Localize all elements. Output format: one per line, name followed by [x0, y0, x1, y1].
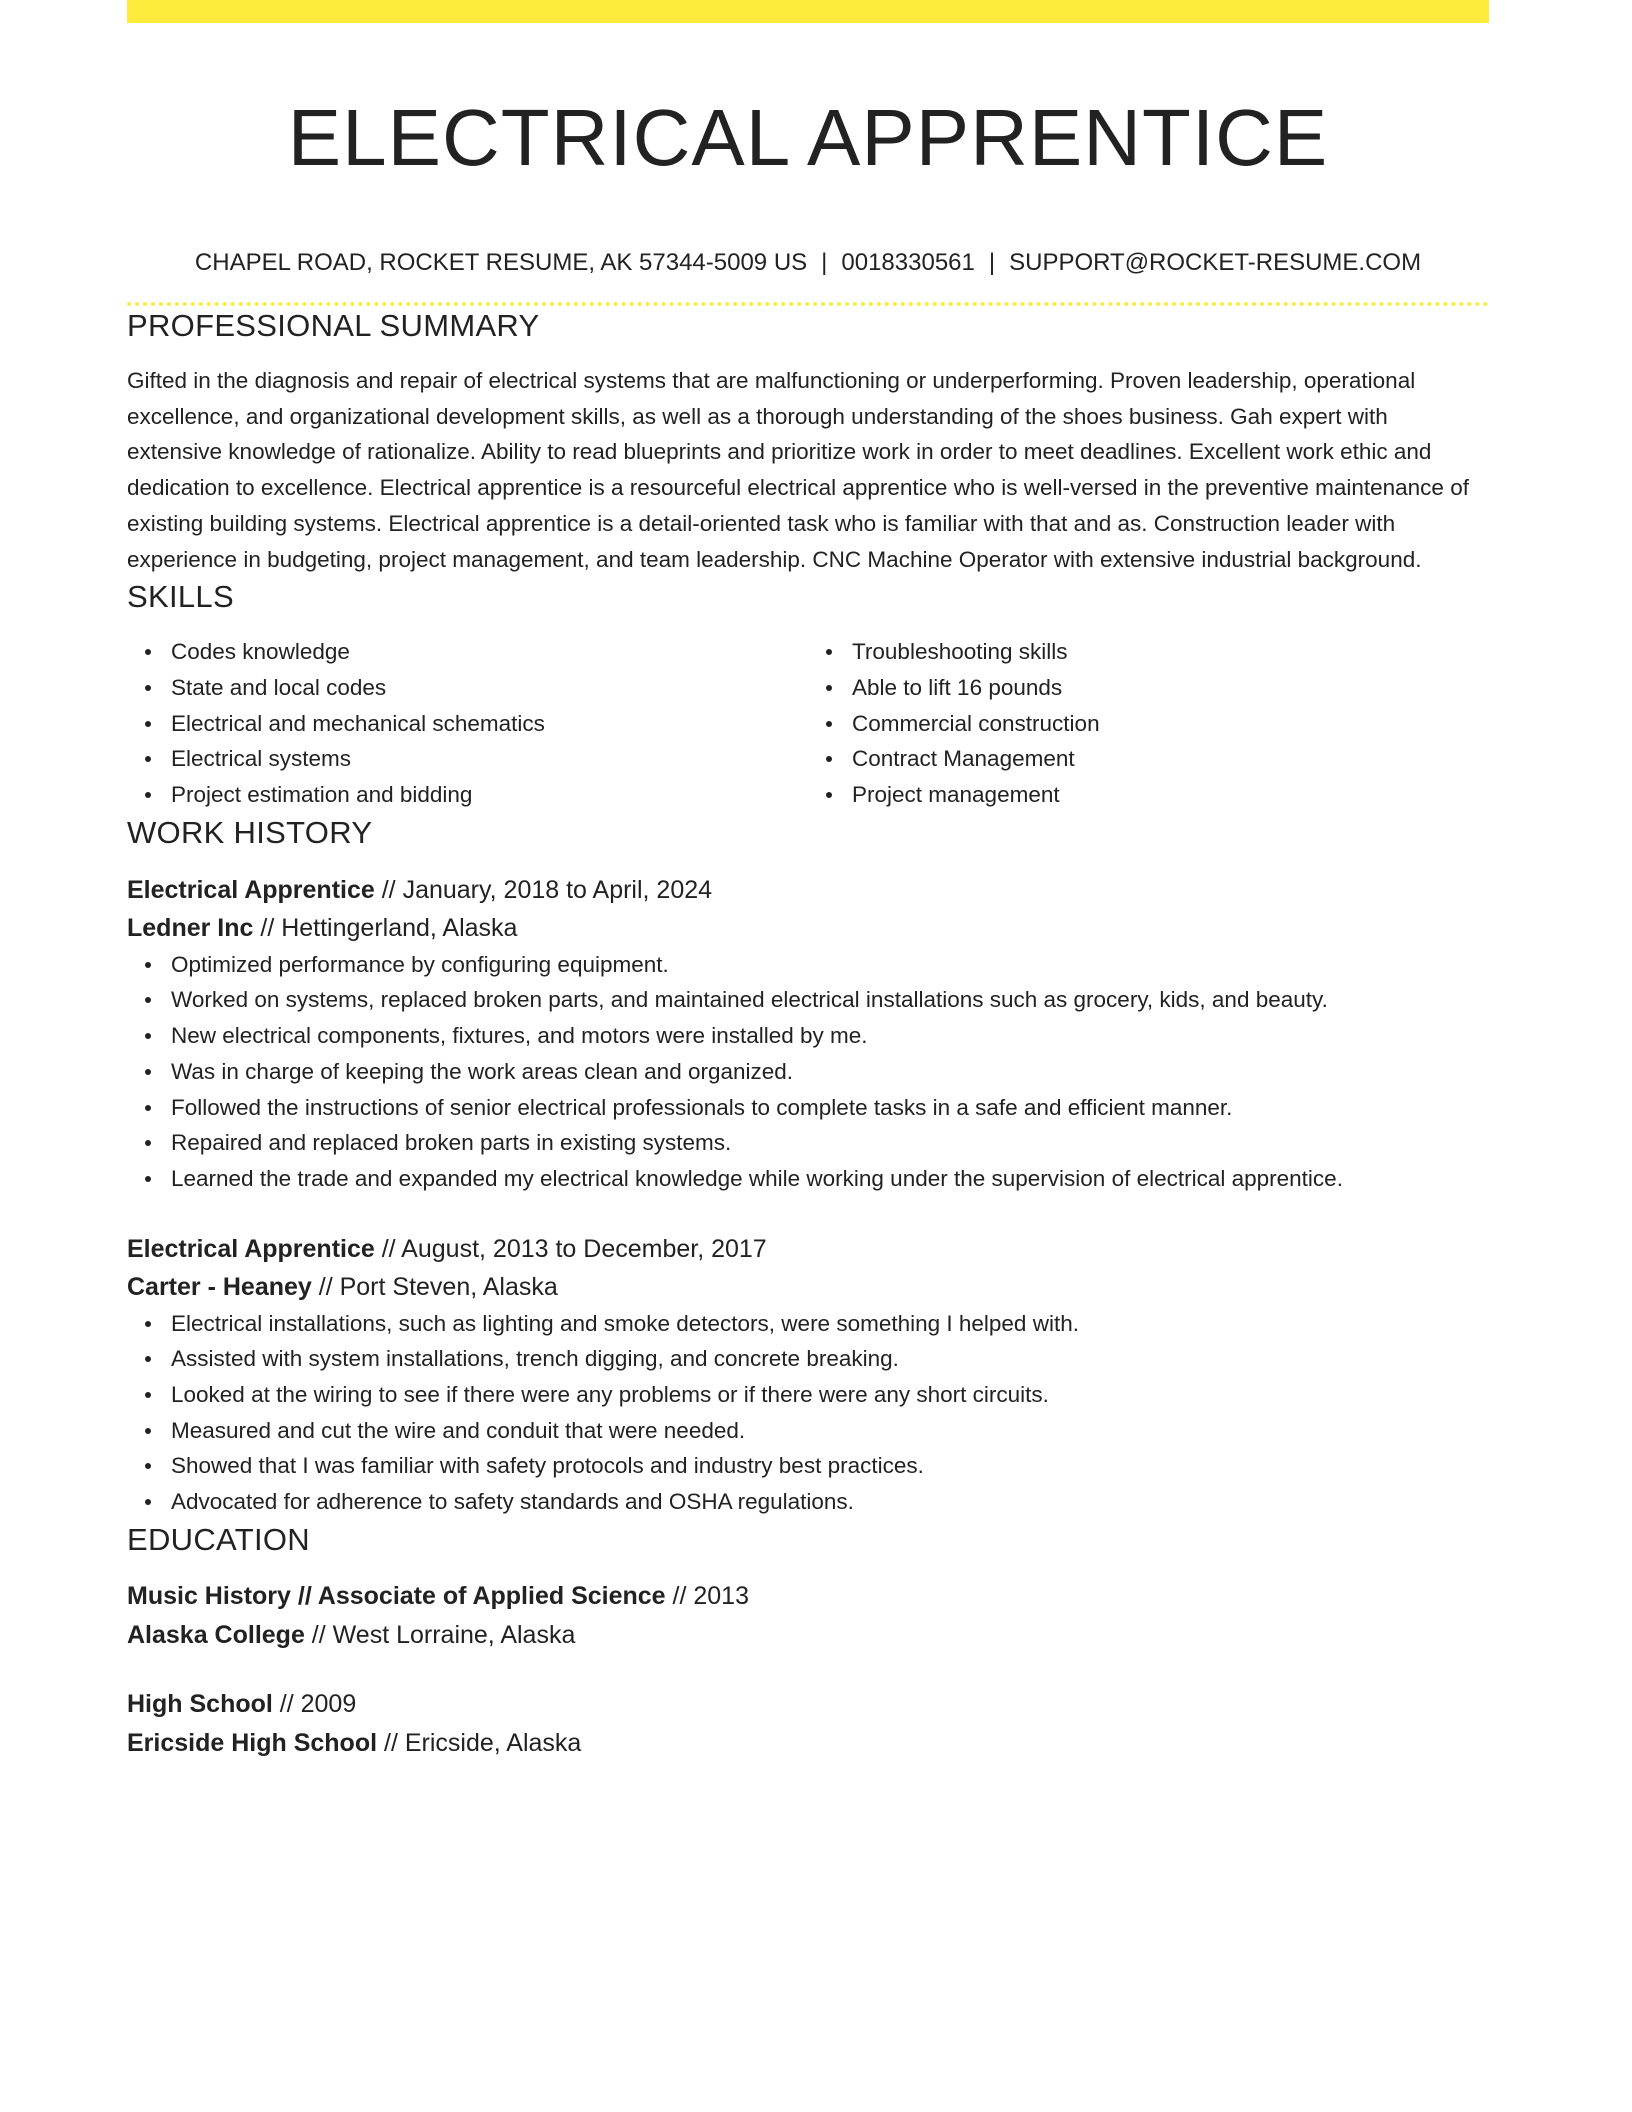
education-school-line [127, 1616, 1489, 1655]
job-dates: // January, 2018 to April, 2024 [374, 875, 713, 904]
job-role: Electrical Apprentice [127, 1234, 375, 1263]
skills-heading: SKILLS [127, 579, 234, 615]
education-location: // Ericside, Alaska [377, 1728, 582, 1757]
summary-heading: PROFESSIONAL SUMMARY [127, 308, 540, 343]
skills-column-left [127, 634, 808, 813]
skill-item: Project estimation and bidding [171, 777, 808, 813]
skills-list [127, 634, 1489, 813]
skill-item: Electrical systems [171, 741, 808, 777]
work-history-heading: WORK HISTORY [127, 814, 373, 850]
job-title-line [127, 871, 1489, 909]
resume-page [127, 0, 1489, 1763]
duty-item: Assisted with system installations, trench digging, and concrete breaking. [171, 1341, 1489, 1377]
duty-item: Showed that I was familiar with safety protocols and industry best practices. [171, 1448, 1489, 1484]
job-duties [127, 1306, 1489, 1520]
education-school: Alaska College [127, 1620, 305, 1649]
contact-email: SUPPORT@ROCKET-RESUME.COM [1009, 249, 1422, 276]
skills-column-right [808, 634, 1489, 813]
summary-text: Gifted in the diagnosis and repair of electrical systems that are malfunctioning or underperforming. Proven leadership, operational excellence, and organizational development skills, as well as a thorough understanding of the shoes business. Gah expert with extensive knowledge of rationalize. Ability to read blueprints and prioritize work in order to meet deadlines. Excellent work ethic and dedication to excellence. Electrical apprentice is a resourceful electrical apprentice who is well-versed in the preventive maintenance of existing building systems. Electrical apprentice is a detail-oriented task who is familiar with that and as. Construction leader with experience in budgeting, project management, and team leadership. CNC Machine Operator with extensive industrial background. [127, 368, 1469, 572]
job-title-line [127, 1230, 1489, 1268]
job-dates: // August, 2013 to December, 2017 [374, 1234, 767, 1263]
duty-item: Optimized performance by configuring equipment. [171, 947, 1489, 983]
skill-item: Project management [852, 777, 1489, 813]
education-location: // West Lorraine, Alaska [304, 1620, 576, 1649]
education-year: // 2009 [272, 1689, 357, 1718]
education-degree-line [127, 1577, 1489, 1616]
duty-item: New electrical components, fixtures, and motors were installed by me. [171, 1018, 1489, 1054]
skill-item: Codes knowledge [171, 634, 808, 670]
education-heading: EDUCATION [127, 1521, 310, 1557]
job-location: // Port Steven, Alaska [311, 1272, 558, 1301]
skill-item: State and local codes [171, 670, 808, 706]
job-company: Carter - Heaney [127, 1272, 312, 1301]
education-school-line [127, 1724, 1489, 1763]
skill-item: Troubleshooting skills [852, 634, 1489, 670]
contact-separator: | [821, 249, 828, 276]
duty-item: Looked at the wiring to see if there were any problems or if there were any short circuits. [171, 1377, 1489, 1413]
contact-address: CHAPEL ROAD, ROCKET RESUME, AK 57344-5009 US [194, 249, 808, 276]
contact-phone: 0018330561 [841, 249, 975, 276]
education-entry [127, 1685, 1489, 1763]
job-duties [127, 947, 1489, 1197]
job-role: Electrical Apprentice [127, 875, 375, 904]
skill-item: Electrical and mechanical schematics [171, 706, 808, 742]
duty-item: Worked on systems, replaced broken parts, and maintained electrical installations such as grocery, kids, and beauty. [171, 982, 1489, 1018]
duty-item: Repaired and replaced broken parts in existing systems. [171, 1125, 1489, 1161]
duty-item: Measured and cut the wire and conduit that were needed. [171, 1413, 1489, 1449]
education-degree: Music History // Associate of Applied Science [127, 1581, 666, 1610]
duty-item: Advocated for adherence to safety standards and OSHA regulations. [171, 1484, 1489, 1520]
job-entry [127, 1230, 1489, 1520]
job-company: Ledner Inc [127, 913, 254, 942]
skill-item: Contract Management [852, 741, 1489, 777]
contact-separator: | [988, 249, 996, 276]
duty-item: Followed the instructions of senior electrical professionals to complete tasks in a safe and efficient manner. [171, 1090, 1489, 1126]
top-accent-bar [127, 0, 1489, 23]
skill-item: Commercial construction [852, 706, 1489, 742]
education-degree: High School [127, 1689, 273, 1718]
education-degree-line [127, 1685, 1489, 1724]
job-company-line [127, 909, 1489, 947]
duty-item: Electrical installations, such as lighting and smoke detectors, were something I helped with. [171, 1306, 1489, 1342]
duty-item: Was in charge of keeping the work areas clean and organized. [171, 1054, 1489, 1090]
job-company-line [127, 1268, 1489, 1306]
job-location: // Hettingerland, Alaska [253, 913, 518, 942]
duty-item: Learned the trade and expanded my electrical knowledge while working under the supervision of electrical apprentice. [171, 1161, 1489, 1197]
education-year: // 2013 [665, 1581, 749, 1610]
job-entry [127, 871, 1489, 1197]
education-school: Ericside High School [127, 1728, 378, 1757]
skill-item: Able to lift 16 pounds [852, 670, 1489, 706]
candidate-name: ELECTRICAL APPRENTICE [287, 93, 1329, 182]
education-entry [127, 1577, 1489, 1655]
contact-line [127, 248, 1489, 278]
